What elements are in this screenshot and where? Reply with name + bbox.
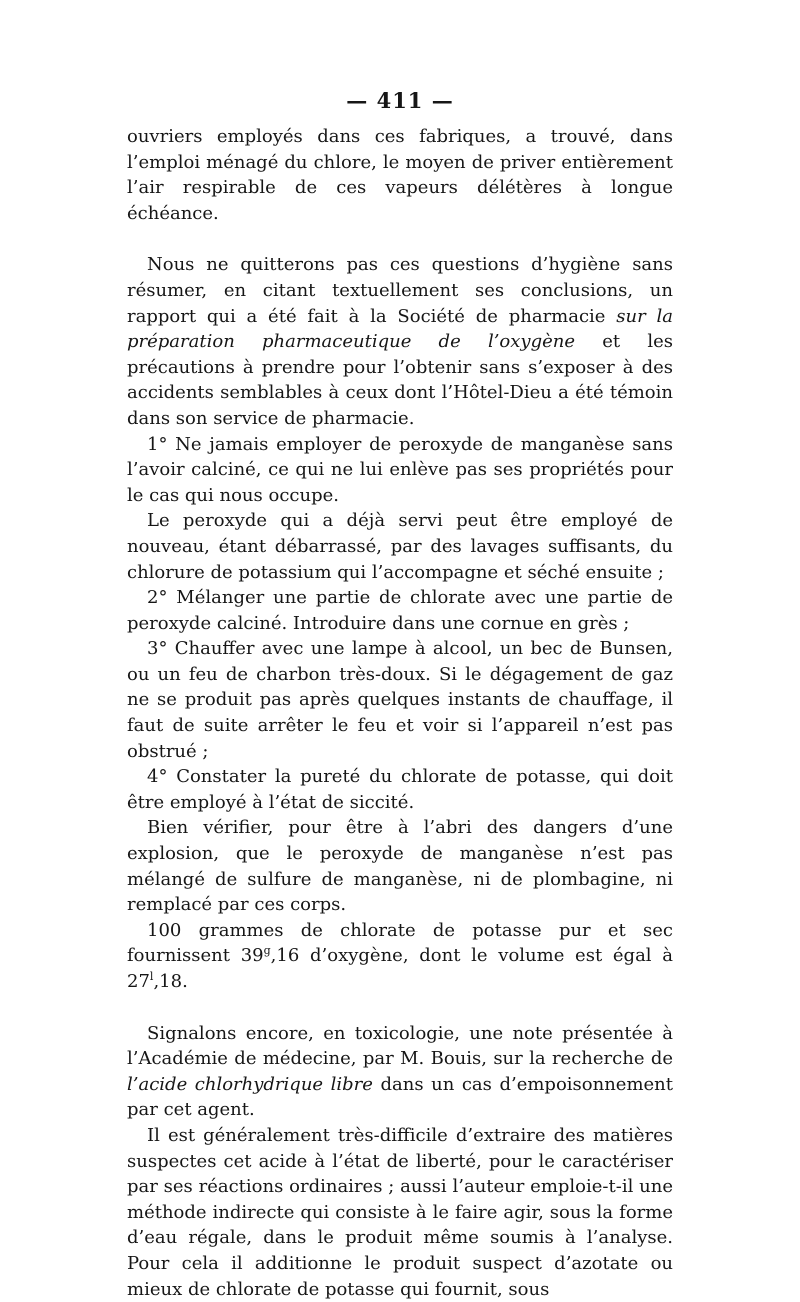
paragraph-9-text-a: 100 grammes de chlorate de potasse pur et sec fournissent 39: [127, 919, 673, 967]
paragraph-4: Le peroxyde qui a déjà servi peut être employé de nouveau, étant débarrassé, par des lavages suffisants, du chlorure de potassium qui l’accompagne et séché ensuite ;: [127, 510, 673, 583]
paragraph-2-text-b: et les précautions à prendre pour l’obtenir sans s’exposer à des accidents semblables à ceux dont l’Hôtel-Dieu a été témoin dans son service de pharmacie.: [127, 331, 673, 429]
paragraph-3: 1° Ne jamais employer de peroxyde de manganèse sans l’avoir calciné, ce qui ne lui enlève pas ses propriétés pour le cas qui nous occupe.: [127, 433, 673, 506]
paragraph-10-text-b: dans un cas d’empoisonnement par cet agent.: [127, 1073, 674, 1121]
paragraph-9-text-b: ,16 d’oxygène, dont le volume est égal à 27: [127, 945, 673, 992]
paragraph-2-text-a: Nous ne quitterons pas ces questions d’hygiène sans résumer, en citant textuellement ses conclusions, un rapport qui a été fait à la Société de pharmacie: [127, 254, 673, 327]
paragraph-11: Il est généralement très-difficile d’extraire des matières suspectes cet acide à l’état de liberté, pour le caractériser par ses réactions ordinaires ; aussi l’auteur emploie-t-il une méthode indirecte qui consiste à le faire agir, sous la forme d’eau régale, dans le produit même soumis à l’analyse. Pour cela il additionne le produit suspect d’azotate ou mieux de chlorate de potasse qui fournit, sous: [127, 1124, 673, 1300]
paragraph-2: [127, 252, 673, 431]
paragraph-10-italic: l’acide chlorhydrique libre: [127, 1073, 373, 1095]
paragraph-1: ouvriers employés dans ces fabriques, a trouvé, dans l’emploi ménagé du chlore, le moyen de priver entièrement l’air respirable de ces vapeurs délétères à longue échéance.: [127, 126, 673, 224]
paragraph-9: [127, 918, 673, 995]
paragraph-9-text-c: ,18.: [153, 971, 188, 992]
page-number: — 411 —: [346, 88, 454, 113]
section-gap: [127, 226, 673, 252]
gram-superscript: g: [263, 944, 271, 958]
paragraph-6: 3° Chauffer avec une lampe à alcool, un bec de Bunsen, ou un feu de charbon très-doux. Si le dégagement de gaz ne se produit pas après quelques instants de chauffage, il faut de suite arrêter le feu et voir si l’appareil n’est pas obstrué ;: [127, 638, 673, 762]
paragraph-5: 2° Mélanger une partie de chlorate avec une partie de peroxyde calciné. Introduire dans une cornue en grès ;: [127, 587, 673, 634]
paragraph-10-text-a: Signalons encore, en toxicologie, une note présentée à l’Académie de médecine, par M. Bouis, sur la recherche de: [127, 1022, 673, 1070]
paragraph-7: 4° Constater la pureté du chlorate de potasse, qui doit être employé à l’état de siccité.: [127, 766, 673, 813]
paragraph-10: [127, 1021, 673, 1123]
litre-superscript: l: [149, 970, 154, 983]
paragraph-2-italic: sur la préparation pharmaceutique de l’oxygène: [127, 305, 673, 353]
section-gap: [127, 995, 673, 1021]
page-body: [127, 124, 673, 1302]
paragraph-8: Bien vérifier, pour être à l’abri des dangers d’une explosion, que le peroxyde de manganèse n’est pas mélangé de sulfure de manganèse, ni de plombagine, ni remplacé par ces corps.: [127, 817, 673, 916]
